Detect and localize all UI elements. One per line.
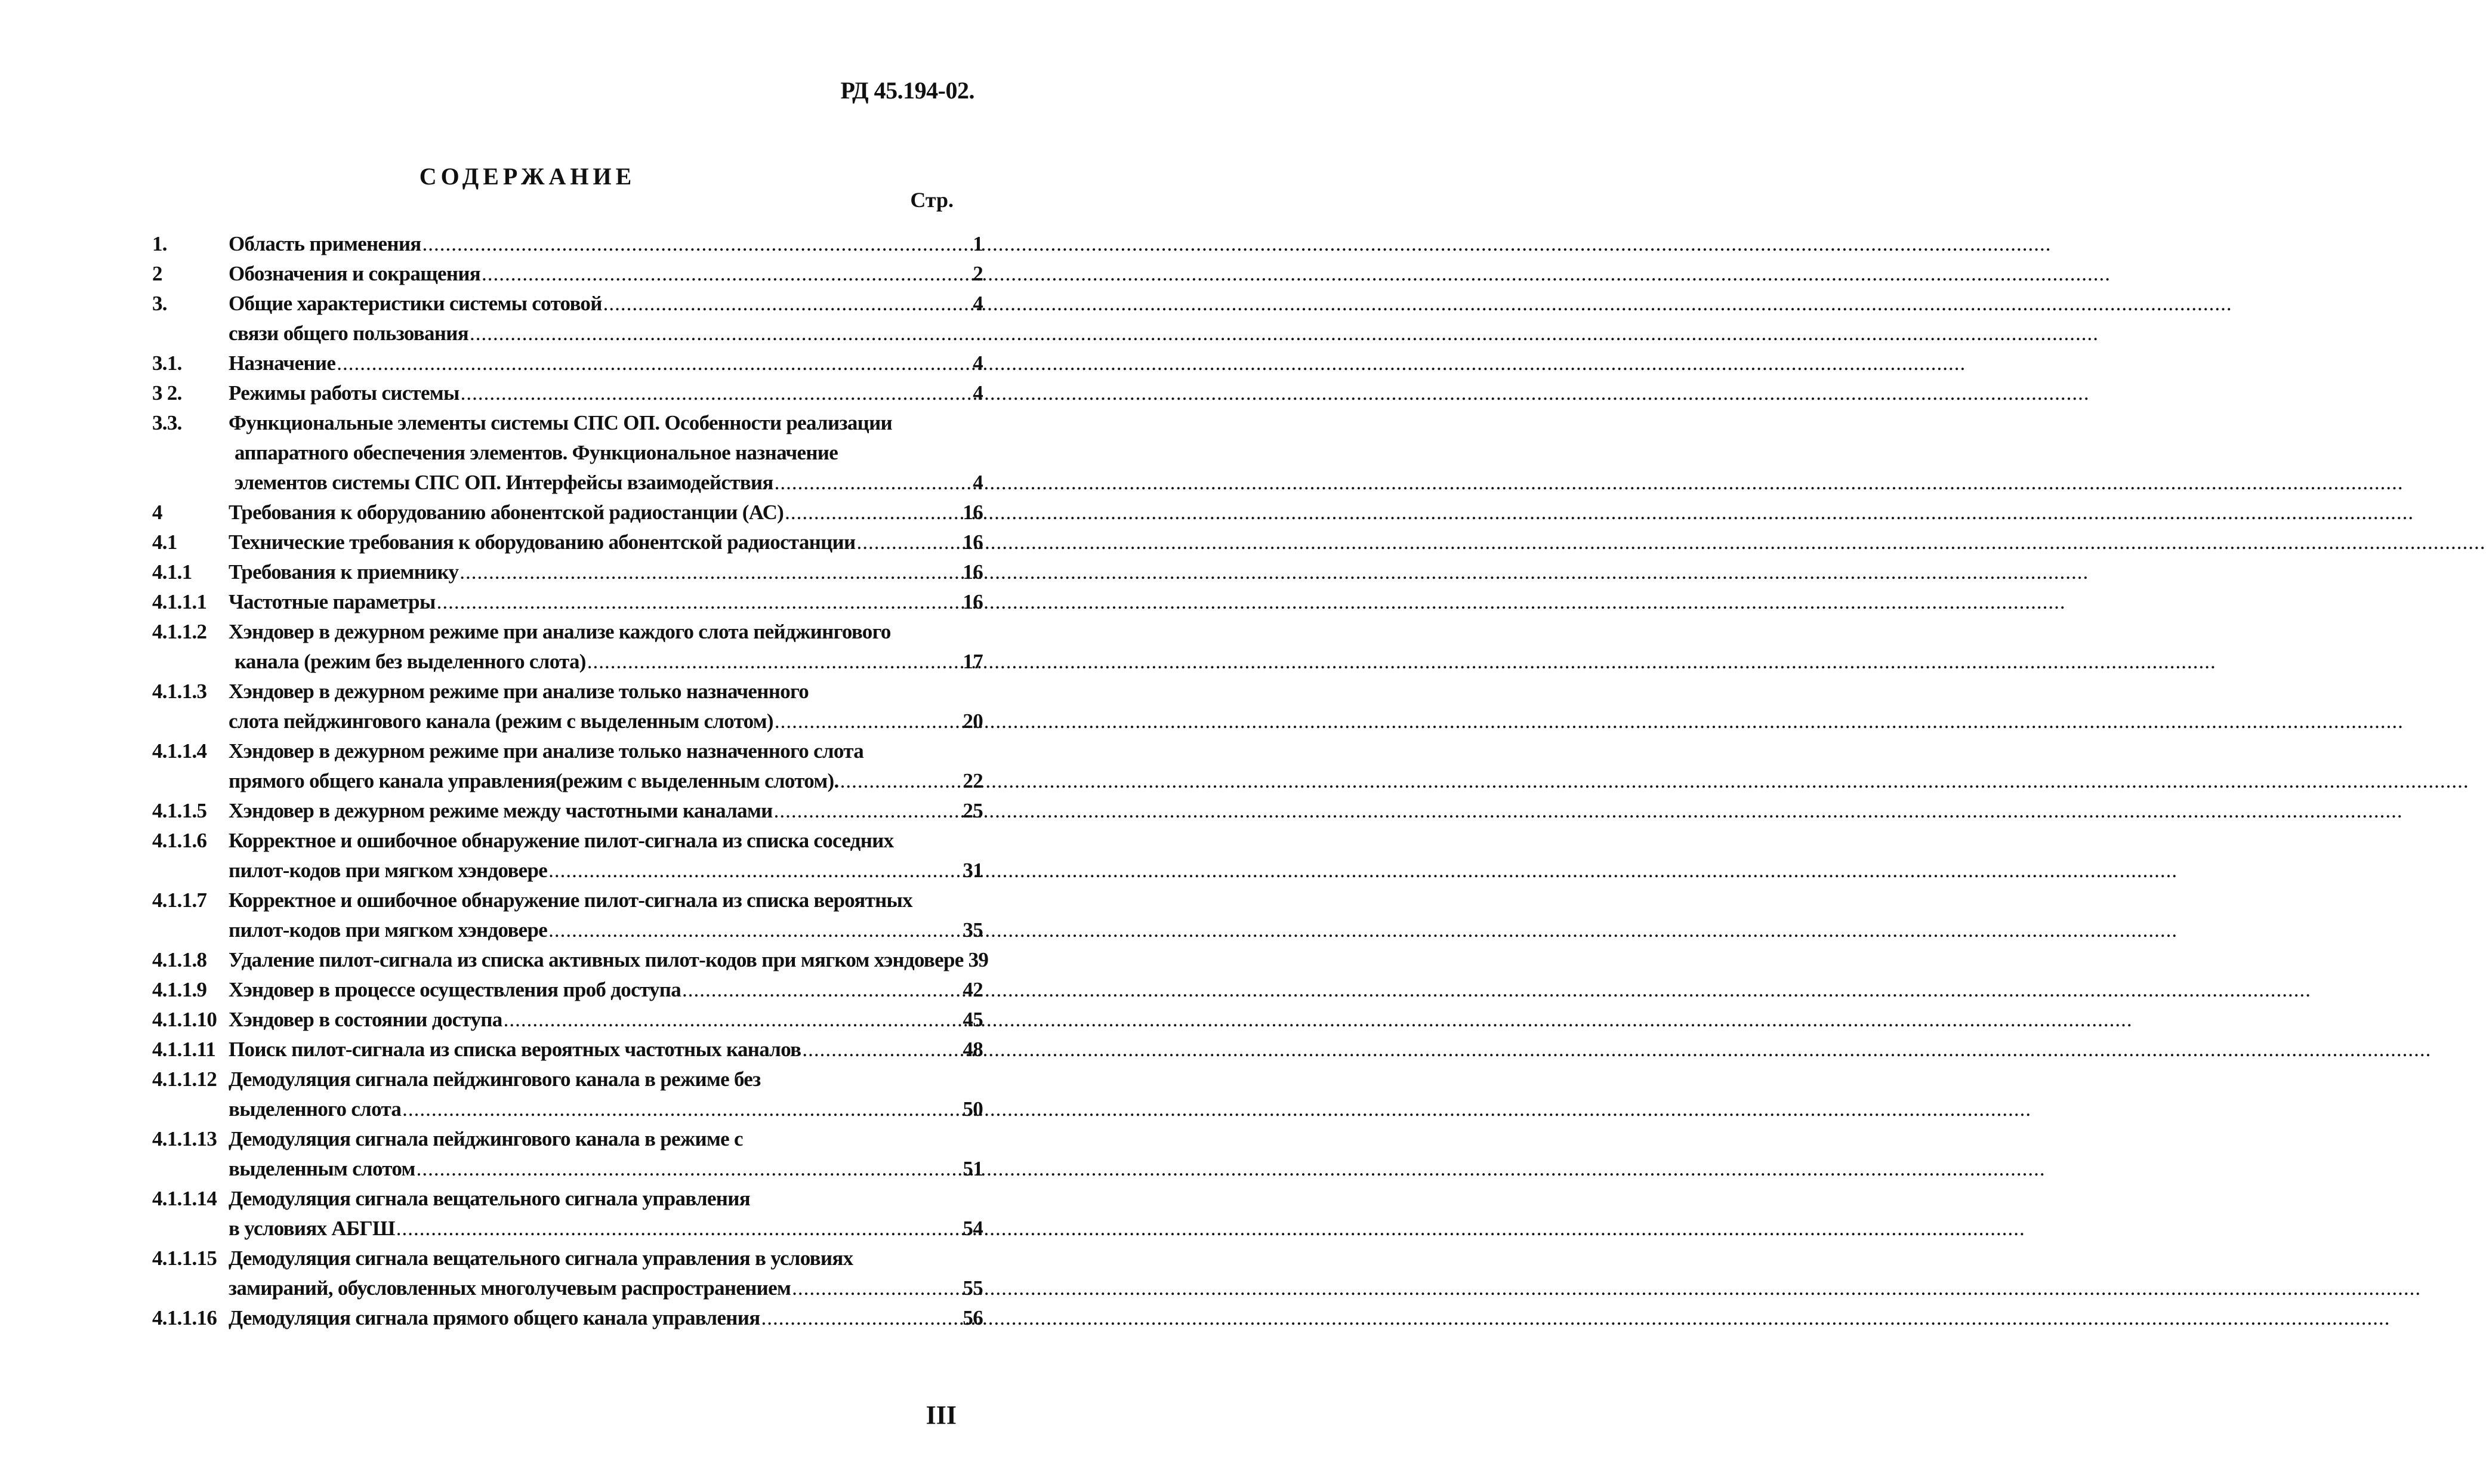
toc-entry-title: Область применения <box>229 232 421 255</box>
toc-entry-title: в условиях АБГШ <box>229 1217 395 1240</box>
toc-entry-line <box>229 617 983 647</box>
toc-entry-page: 4 <box>973 471 983 494</box>
toc-entry-line <box>229 975 983 1005</box>
dot-leader <box>587 647 962 677</box>
toc-entry <box>152 587 983 617</box>
toc-entry-line <box>229 1214 983 1244</box>
page-column-label: Стр. <box>910 188 954 212</box>
toc-entry <box>152 408 983 498</box>
toc-entry-page: 4 <box>973 381 983 405</box>
toc-entry-line <box>229 1273 983 1303</box>
toc-entry-line <box>229 1065 983 1094</box>
toc-entry-number: 4.1.1.13 <box>152 1127 217 1150</box>
toc-entry-number: 4.1.1.15 <box>152 1247 217 1270</box>
toc-entry-line <box>229 826 983 856</box>
toc-entry-title: Функциональные элементы системы СПС ОП. Особенности реализации <box>229 411 893 434</box>
dot-leader <box>761 1303 961 1333</box>
toc-entry-page: 16 <box>963 530 983 554</box>
toc-entry <box>152 557 983 587</box>
dot-leader <box>422 229 972 259</box>
toc-entry-title: Демодуляция сигнала вещательного сигнала управления в условиях <box>229 1247 853 1270</box>
toc-entry-title: аппаратного обеспечения элементов. Функциональное назначение <box>235 441 838 464</box>
toc-entry-line <box>229 706 983 736</box>
page-title: СОДЕРЖАНИЕ <box>419 163 636 190</box>
toc-entry-title: Корректное и ошибочное обнаружение пилот-сигнала из списка вероятных <box>229 888 912 912</box>
toc-entry-page: 20 <box>963 709 983 733</box>
toc-entry <box>152 1005 983 1035</box>
toc-entry-title: Режимы работы системы <box>229 381 459 405</box>
dot-leader <box>459 557 961 587</box>
dot-leader <box>470 319 982 348</box>
toc-entry-title: выделенного слота <box>229 1097 402 1121</box>
toc-entry <box>152 826 983 886</box>
toc-entry-page: 25 <box>963 799 983 822</box>
toc-entry-title: Демодуляция сигнала прямого общего канала управления <box>229 1306 760 1329</box>
toc-entry-page: 56 <box>963 1306 983 1329</box>
dot-leader <box>802 1035 961 1065</box>
toc-entry-line <box>229 915 983 945</box>
toc-entry-title: выделенным слотом <box>229 1157 415 1180</box>
toc-entry-number: 4.1.1.1 <box>152 590 207 613</box>
toc-entry-number: 4.1.1.7 <box>152 888 207 912</box>
toc-entry-number: 3. <box>152 292 167 315</box>
toc-entry-line <box>229 527 983 557</box>
toc-entry-line <box>229 736 983 766</box>
toc-entry-title: Хэндовер в дежурном режиме при анализе только назначенного слота <box>229 739 863 763</box>
toc-entry-page: 45 <box>963 1008 983 1031</box>
toc-entry-title: пилот-кодов при мягком хэндовере <box>229 859 548 882</box>
document-code: РД 45.194-02. <box>840 77 974 104</box>
toc-entry-page: 48 <box>963 1038 983 1061</box>
toc-entry-number: 4.1.1.6 <box>152 829 207 852</box>
toc-entry-number: 4.1.1.5 <box>152 799 207 822</box>
toc-entry-page: 54 <box>963 1217 983 1240</box>
page-number: III <box>926 1400 957 1430</box>
toc-entry-number: 4.1.1.11 <box>152 1038 216 1061</box>
toc-entry-page: 55 <box>963 1276 983 1300</box>
toc-entry-title: Демодуляция сигнала вещательного сигнала управления <box>229 1187 750 1210</box>
toc-entry-page: 35 <box>963 918 983 942</box>
toc-entry-line <box>229 557 983 587</box>
toc-entry <box>152 1184 983 1244</box>
toc-entry-page: 16 <box>963 560 983 584</box>
toc-entry <box>152 945 989 975</box>
toc-entry-number: 4.1.1.14 <box>152 1187 217 1210</box>
toc-entry <box>152 259 983 289</box>
toc-entry-title: Частотные параметры <box>229 590 436 613</box>
toc-entry-page: 22 <box>963 769 983 792</box>
toc-entry-line <box>229 647 983 677</box>
toc-entry <box>152 289 983 348</box>
toc-entry-line <box>229 1005 983 1035</box>
toc-entry-title: связи общего пользования <box>229 322 468 345</box>
toc-entry-line <box>229 319 983 348</box>
toc-entry-title: Хэндовер в дежурном режиме при анализе только назначенного <box>229 680 809 703</box>
toc-entry-page: 4 <box>973 351 983 375</box>
toc-entry-title: элементов системы СПС ОП. Интерфейсы взаимодействия <box>235 471 773 494</box>
toc-entry-number: 4.1.1.16 <box>152 1306 217 1329</box>
toc-entry-number: 4.1.1.2 <box>152 620 207 643</box>
toc-entry-number: 4.1.1.8 <box>152 948 207 971</box>
toc-entry-line <box>229 1303 983 1333</box>
toc-entry-line <box>229 766 983 796</box>
toc-entry <box>152 348 983 378</box>
dot-leader <box>437 587 962 617</box>
toc-entry-title: замираний, обусловленных многолучевым распространением <box>229 1276 791 1300</box>
dot-leader <box>417 1154 962 1184</box>
toc-entry <box>152 736 983 796</box>
toc-entry-line <box>229 796 983 826</box>
toc-entry-number: 4.1.1.12 <box>152 1068 217 1091</box>
dot-leader <box>792 1273 961 1303</box>
toc-entry-title: Технические требования к оборудованию абонентской радиостанции <box>229 530 856 554</box>
toc-entry-page: 31 <box>963 859 983 882</box>
toc-entry <box>152 1244 983 1303</box>
dot-leader <box>682 975 961 1005</box>
toc-entry <box>152 1065 983 1124</box>
toc-entry-page: 4 <box>973 292 983 315</box>
toc-entry-title: Демодуляция сигнала пейджингового канала в режиме с <box>229 1127 743 1150</box>
toc-entry-line <box>229 945 989 975</box>
toc-entry-number: 3 2. <box>152 381 182 405</box>
toc-entry-line <box>229 229 983 259</box>
dot-leader <box>548 856 961 886</box>
toc-entry-title: Обозначения и сокращения <box>229 262 481 285</box>
toc-entry-title: прямого общего канала управления(режим с выделенным слотом). <box>229 769 839 792</box>
dot-leader <box>396 1214 962 1244</box>
toc-entry <box>152 378 983 408</box>
toc-entry-line <box>229 378 983 408</box>
toc-entry-title: канала (режим без выделенного слота) <box>235 650 586 673</box>
toc-entry-line <box>229 1184 983 1214</box>
toc-entry-number: 4.1.1.4 <box>152 739 207 763</box>
dot-leader <box>785 498 961 527</box>
toc-entry-line <box>229 1094 983 1124</box>
toc-entry-number: 4.1.1.3 <box>152 680 207 703</box>
toc-entry-page: 16 <box>963 590 983 613</box>
toc-entry-title: Хэндовер в процессе осуществления проб доступа <box>229 978 681 1001</box>
toc-entry-title: Корректное и ошибочное обнаружение пилот-сигнала из списка соседних <box>229 829 894 852</box>
toc-entry-number: 4.1.1.9 <box>152 978 207 1001</box>
toc-entry-number: 2 <box>152 262 162 285</box>
toc-entry <box>152 1303 983 1333</box>
toc-entry-page: 51 <box>963 1157 983 1180</box>
toc-entry <box>152 677 983 736</box>
toc-entry-title: Назначение <box>229 351 336 375</box>
toc-entry-page: 1 <box>973 232 983 255</box>
toc-entry-page: 17 <box>963 650 983 673</box>
toc-entry-number: 4.1.1 <box>152 560 192 584</box>
dot-leader <box>603 289 972 319</box>
toc-entry-line <box>229 259 983 289</box>
toc-entry <box>152 617 983 677</box>
toc-entry-number: 3.1. <box>152 351 182 375</box>
toc-entry-title: слота пейджингового канала (режим с выделенным слотом) <box>229 709 773 733</box>
toc-entry-title: Требования к приемнику <box>229 560 459 584</box>
toc-entry-page: 42 <box>963 978 983 1001</box>
dot-leader <box>504 1005 962 1035</box>
toc-entry <box>152 1035 983 1065</box>
toc-entry <box>152 886 983 945</box>
toc-entry-line <box>229 498 983 527</box>
toc-entry-title: Общие характеристики системы сотовой <box>229 292 602 315</box>
toc-entry-line <box>229 677 983 706</box>
toc-entry-number: 4 <box>152 501 162 524</box>
toc-entry-line <box>229 438 983 468</box>
toc-entry <box>152 527 983 557</box>
toc-entry-line <box>229 886 983 915</box>
toc-entry-title: Требования к оборудованию абонентской радиостанции (АС) <box>229 501 784 524</box>
toc-entry-line <box>229 587 983 617</box>
dot-leader <box>840 766 962 796</box>
toc-entry-title: Демодуляция сигнала пейджингового канала в режиме без <box>229 1068 761 1091</box>
toc-entry-number: 1. <box>152 232 167 255</box>
toc-entry-line <box>229 1244 983 1273</box>
toc-entry-line <box>229 468 983 498</box>
table-of-contents <box>152 229 989 1333</box>
toc-entry-line <box>229 1154 983 1184</box>
dot-leader <box>482 259 971 289</box>
toc-entry <box>152 1124 983 1184</box>
toc-entry-title: Удаление пилот-сигнала из списка активных пилот-кодов при мягком хэндовере 39 <box>229 948 989 971</box>
dot-leader <box>548 915 961 945</box>
dot-leader <box>337 348 971 378</box>
toc-entry-number: 3.3. <box>152 411 182 434</box>
toc-entry-page: 2 <box>973 262 983 285</box>
dot-leader <box>775 706 962 736</box>
toc-entry-number: 4.1 <box>152 530 177 554</box>
toc-entry-title: Хэндовер в состоянии доступа <box>229 1008 502 1031</box>
toc-entry-title: Хэндовер в дежурном режиме при анализе каждого слота пейджингового <box>229 620 891 643</box>
toc-entry-page: 50 <box>963 1097 983 1121</box>
toc-entry-line <box>229 408 983 438</box>
toc-entry-line <box>229 1124 983 1154</box>
toc-entry-line <box>229 289 983 319</box>
toc-entry-title: Поиск пилот-сигнала из списка вероятных частотных каналов <box>229 1038 801 1061</box>
toc-entry <box>152 975 983 1005</box>
toc-entry-title: пилот-кодов при мягком хэндовере <box>229 918 548 942</box>
dot-leader <box>774 796 962 826</box>
toc-entry-line <box>229 856 983 886</box>
toc-entry-title: Хэндовер в дежурном режиме между частотными каналами <box>229 799 773 822</box>
dot-leader <box>775 468 972 498</box>
toc-entry <box>152 498 983 527</box>
toc-entry <box>152 229 983 259</box>
toc-entry-line <box>229 1035 983 1065</box>
toc-entry-number: 4.1.1.10 <box>152 1008 217 1031</box>
toc-entry-line <box>229 348 983 378</box>
toc-entry-page: 16 <box>963 501 983 524</box>
dot-leader <box>857 527 962 557</box>
dot-leader <box>461 378 972 408</box>
toc-entry <box>152 796 983 826</box>
dot-leader <box>402 1094 961 1124</box>
